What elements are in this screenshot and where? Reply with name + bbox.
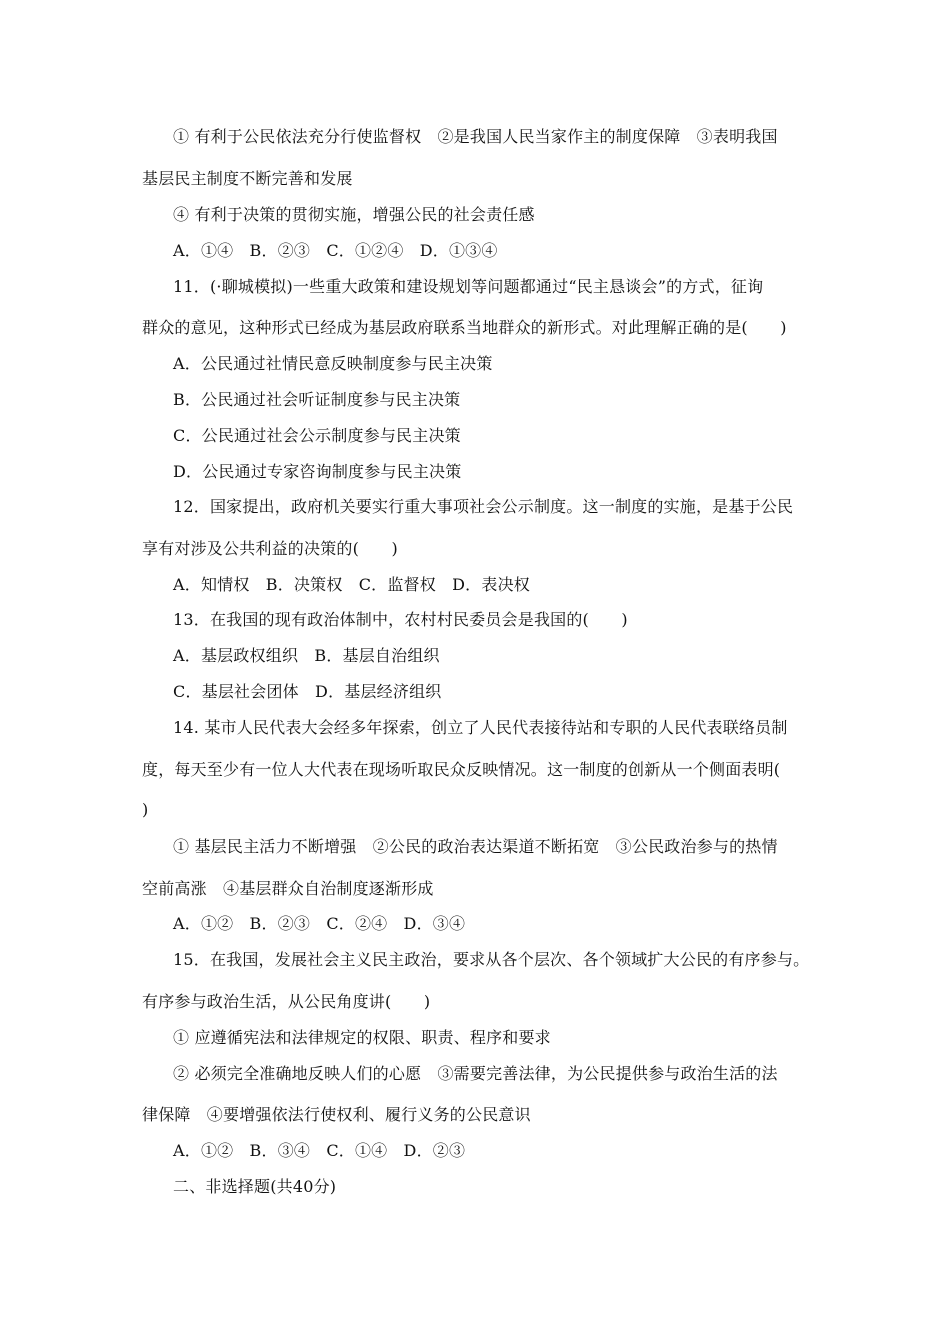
text-line: 度，每天至少有一位人大代表在现场听取民众反映情况。这一制度的创新从一个侧面表明( bbox=[142, 760, 781, 779]
text-line: ② 必须完全准确地反映人们的心愿 ③需要完善法律，为公民提供参与政治生活的法 bbox=[173, 1064, 778, 1083]
question-12: 12．国家提出，政府机关要实行重大事项社会公示制度。这一制度的实施，是基于公民 bbox=[173, 497, 794, 516]
text-line: ① 基层民主活力不断增强 ②公民的政治表达渠道不断拓宽 ③公民政治参与的热情 bbox=[173, 837, 778, 856]
option-d: D．公民通过专家咨询制度参与民主决策 bbox=[173, 462, 462, 481]
text-line: ④ 有利于决策的贯彻实施，增强公民的社会责任感 bbox=[173, 205, 535, 224]
text-line: ) bbox=[142, 800, 149, 819]
text-line: 基层民主制度不断完善和发展 bbox=[142, 169, 353, 188]
option-a: A．公民通过社情民意反映制度参与民主决策 bbox=[173, 354, 493, 373]
text-line: 有序参与政治生活，从公民角度讲( ) bbox=[142, 992, 431, 1011]
question-15: 15．在我国，发展社会主义民主政治，要求从各个层次、各个领域扩大公民的有序参与。 bbox=[173, 950, 810, 969]
question-14: 14. 某市人民代表大会经多年探索，创立了人民代表接待站和专职的人民代表联络员制 bbox=[173, 718, 788, 737]
option-ab: A．基层政权组织 B．基层自治组织 bbox=[173, 646, 440, 665]
option-c: C．公民通过社会公示制度参与民主决策 bbox=[173, 426, 461, 445]
text-line: 空前高涨 ④基层群众自治制度逐渐形成 bbox=[142, 879, 434, 898]
text-line: 享有对涉及公共利益的决策的( ) bbox=[142, 539, 398, 558]
answer-options: A．①② B．②③ C．②④ D．③④ bbox=[173, 914, 466, 933]
question-13: 13．在我国的现有政治体制中，农村村民委员会是我国的( ) bbox=[173, 610, 628, 629]
section-heading: 二、非选择题(共40分) bbox=[173, 1177, 337, 1196]
answer-options: A．①④ B．②③ C．①②④ D．①③④ bbox=[173, 241, 498, 260]
text-line: 群众的意见，这种形式已经成为基层政府联系当地群众的新形式。对此理解正确的是( ) bbox=[142, 318, 787, 337]
option-b: B．公民通过社会听证制度参与民主决策 bbox=[173, 390, 461, 409]
text-line: 律保障 ④要增强依法行使权利、履行义务的公民意识 bbox=[142, 1105, 531, 1124]
answer-options: A．①② B．③④ C．①④ D．②③ bbox=[173, 1141, 466, 1160]
option-cd: C．基层社会团体 D．基层经济组织 bbox=[173, 682, 442, 701]
question-11: 11．(·聊城模拟)一些重大政策和建设规划等问题都通过“民主恳谈会”的方式，征询 bbox=[173, 277, 764, 296]
text-line: ① 应遵循宪法和法律规定的权限、职责、程序和要求 bbox=[173, 1028, 551, 1047]
text-line: ① 有利于公民依法充分行使监督权 ②是我国人民当家作主的制度保障 ③表明我国 bbox=[173, 127, 778, 146]
answer-options: A．知情权 B．决策权 C．监督权 D．表决权 bbox=[173, 575, 530, 594]
